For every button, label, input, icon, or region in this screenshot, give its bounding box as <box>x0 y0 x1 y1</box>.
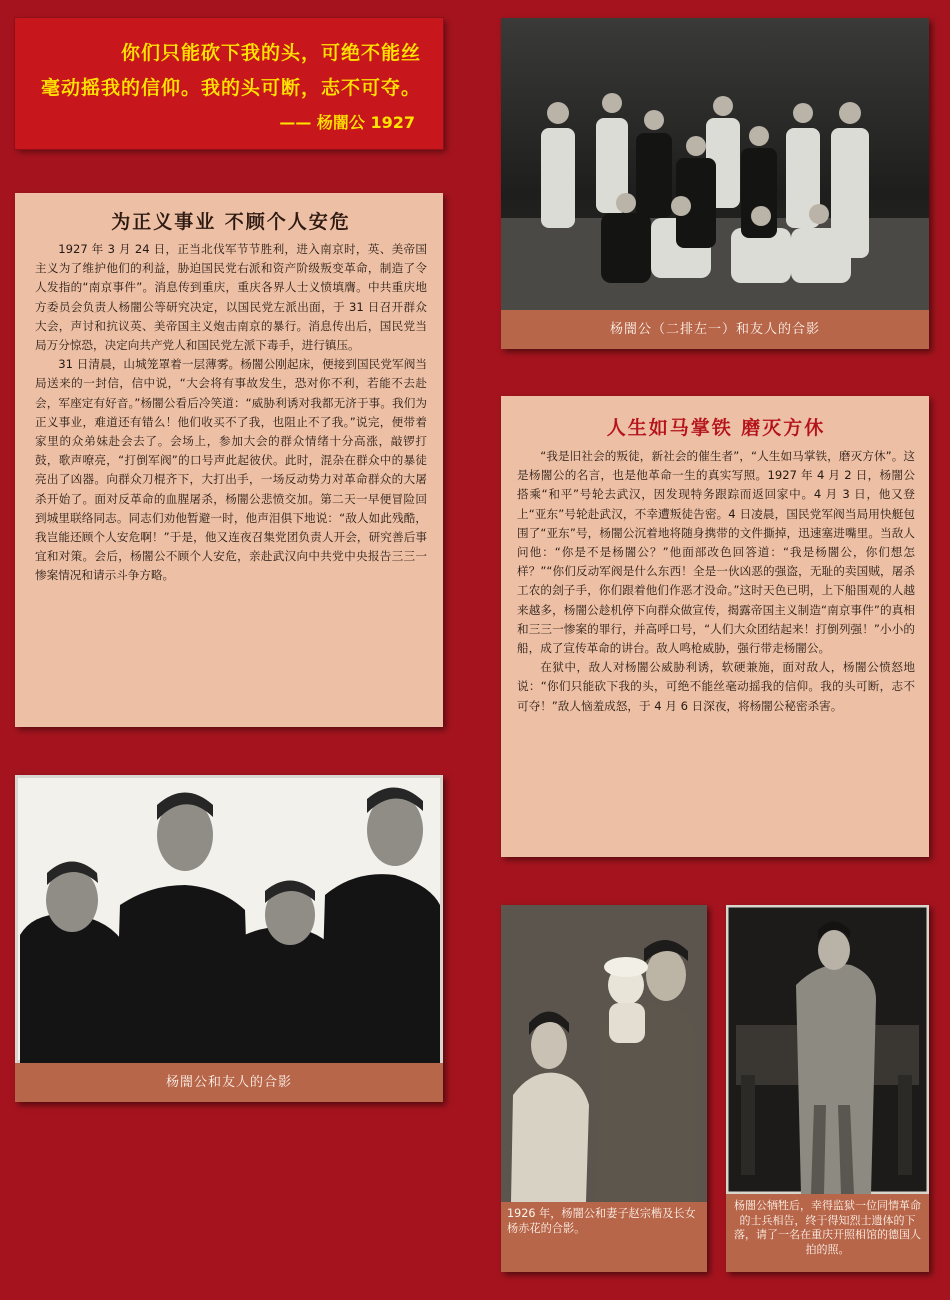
article-horseshoe <box>501 396 929 857</box>
family-photo <box>501 905 707 1202</box>
martyr-photo-caption: 杨闇公牺牲后，幸得监狱一位同情革命的士兵相告，终于得知烈士遗体的下落，请了一名在重庆开照相馆的德国人拍的照。 <box>734 1199 921 1256</box>
friends-photo-caption: 杨闇公和友人的合影 <box>165 1075 292 1090</box>
friends-photo-caption-bar <box>15 1063 443 1102</box>
article-paragraph: 在狱中，敌人对杨闇公威胁利诱，软硬兼施，面对敌人，杨闇公愤怒地说：“你们只能砍下我的头，可绝不能丝毫动摇我的信仰。我的头可断，志不可夺！”敌人恼羞成怒，于 4 月 6 日深夜，将杨闇公秘密杀害。 <box>517 660 915 713</box>
family-photo-caption: 1926 年，杨闇公和妻子赵宗楷及长女杨赤花的合影。 <box>507 1207 696 1235</box>
group-photo-card <box>501 18 929 349</box>
family-photo-card <box>501 905 707 1272</box>
friends-photo <box>15 775 443 1063</box>
article-paragraph: “我是旧社会的叛徒，新社会的催生者”，“人生如马掌铁，磨灭方休”。这是杨闇公的名言，也是他革命一生的真实写照。1927 年 4 月 2 日，杨闇公搭乘“和平”号轮去武汉，因发现特务跟踪而返回家中。4 月 3 日，他又登上“亚东”号轮赴武汉，不幸遭叛徒告密。4 日凌晨，国民党军阀当局用快艇包围了“亚东”号，杨闇公沉着地将随身携带的文件撕掉，迅速塞进嘴里。当敌人问他：“你是不是杨闇公？”他面部改色回答道：“我是杨闇公，你们想怎样？”“你们反动军阀是什么东西！全是一伙凶恶的强盗，无耻的卖国贼，屠杀工农的刽子手，你们跟着他们作恶才没命。”这时天色已明，上下船围观的人越来越多，杨闇公趁机停下向群众做宣传，揭露帝国主义制造“南京事件”的真相和三三一惨案的罪行，并高呼口号，“人们大众团结起来！打倒列强！”小小的船，成了宣传革命的讲台。敌人鸣枪威胁，强行带走杨闇公。 <box>517 449 915 656</box>
article-title: 为正义事业 不顾个人安危 <box>111 211 351 233</box>
group-photo-caption-bar <box>501 310 929 349</box>
quote-line-1: 你们只能砍下我的头，可绝不能丝 <box>120 42 421 64</box>
quote-line-2: 毫动摇我的信仰。我的头可断，志不可夺。 <box>40 77 421 99</box>
friends-photo-card <box>15 775 443 1102</box>
martyr-photo <box>726 905 929 1194</box>
article-title: 人生如马掌铁 磨灭方休 <box>606 417 826 439</box>
group-photo-caption: 杨闇公（二排左一）和友人的合影 <box>609 322 820 337</box>
quote-author: —— 杨闇公 1927 <box>279 113 415 132</box>
article-paragraph: 31 日清晨，山城笼罩着一层薄雾。杨闇公刚起床，便接到国民党军阀当局送来的一封信，信中说，“大会将有事故发生，恐对你不利，若能不去赴会，军座定有好音。”杨闇公看后冷笑道：“威胁利诱对我都无济于事。我们为正义事业，难道还有错么！他们收买不了我，也阻止不了我。”说完，便带着家里的众弟妹赴会去了。会场上，参加大会的群众情绪十分高涨，敲锣打鼓，歌声嘹亮，“打倒军阀”的口号声此起彼伏。此时，混杂在群众中的暴徒亮出了凶器。向群众刀棍齐下，大打出手，一场反动势力对革命群众的大屠杀开始了。面对反革命的血腥屠杀，杨闇公悲愤交加。第二天一早便冒险回到城里联络同志。同志们劝他暂避一时，他声泪俱下地说：“敌人如此残酷，我岂能还顾个人安危啊！”于是，他又连夜召集党团负责人开会，研究善后事宜和对策。会后，杨闇公不顾个人安危，亲赴武汉向中共党中央报告三三一惨案情况和请示斗争方略。 <box>35 357 427 583</box>
article-righteous-cause <box>15 193 443 727</box>
martyr-photo-card <box>726 905 929 1272</box>
group-photo <box>501 18 929 310</box>
article-paragraph: 1927 年 3 月 24 日，正当北伐军节节胜利，进入南京时，英、美帝国主义为了维护他们的利益，胁迫国民党右派和资产阶级叛变革命，制造了令人发指的“南京事件”。消息传到重庆，重庆各界人士义愤填膺。中共重庆地方委员会负责人杨闇公等研究决定，以国民党左派出面，于 31 日召开群众大会，声讨和抗议英、美帝国主义炮击南京的暴行。消息传出后，国民党当局万分惊恐，决定向共产党人和国民党左派下毒手，进行镇压。 <box>35 242 427 353</box>
quote-banner <box>15 18 443 149</box>
